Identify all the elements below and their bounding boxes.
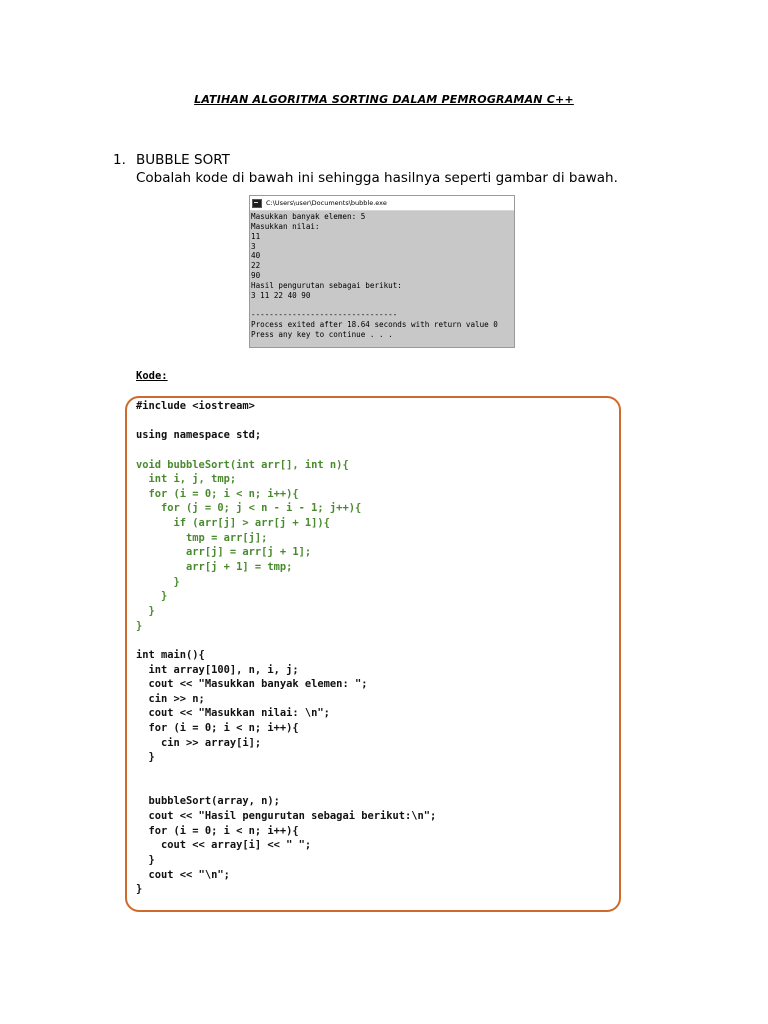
code-line: } bbox=[136, 751, 155, 764]
code-line: int array[100], n, i, j; bbox=[136, 663, 299, 676]
code-line: cin >> n; bbox=[136, 692, 205, 705]
console-output: Masukkan banyak elemen: 5 Masukkan nilai: 11 3 40 22 90 Hasil pengurutan sebagai berikut: 3 11 22 40 90 -------------------------------- Process exited after 18.64 seconds with return value 0 Press any key to continue . . . bbox=[251, 212, 498, 340]
code-line: arr[j] = arr[j + 1]; bbox=[136, 546, 312, 559]
code-line: } bbox=[136, 604, 155, 617]
code-line: int main(){ bbox=[136, 648, 205, 661]
code-line: using namespace std; bbox=[136, 429, 262, 442]
code-line: } bbox=[136, 619, 143, 632]
code-line: #include <iostream> bbox=[136, 400, 255, 412]
console-screenshot bbox=[249, 195, 515, 348]
code-line: cout << "Hasil pengurutan sebagai berikut:\n"; bbox=[136, 809, 437, 822]
code-listing bbox=[136, 399, 436, 897]
section-number: 1. bbox=[113, 152, 126, 168]
section-description: Cobalah kode di bawah ini sehingga hasilnya seperti gambar di bawah. bbox=[136, 170, 618, 186]
code-line: for (i = 0; i < n; i++){ bbox=[136, 722, 299, 735]
code-line: arr[j + 1] = tmp; bbox=[136, 561, 293, 574]
code-line: } bbox=[136, 883, 143, 896]
code-line: cout << "Masukkan banyak elemen: "; bbox=[136, 678, 368, 691]
code-line: } bbox=[136, 575, 180, 588]
code-line: void bubbleSort(int arr[], int n){ bbox=[136, 458, 349, 471]
console-title: C:\Users\user\Documents\bubble.exe bbox=[266, 199, 387, 207]
code-line bbox=[136, 633, 436, 648]
code-line bbox=[136, 443, 436, 458]
code-line: for (i = 0; i < n; i++){ bbox=[136, 487, 299, 500]
code-line: cin >> array[i]; bbox=[136, 736, 262, 749]
code-line: tmp = arr[j]; bbox=[136, 531, 268, 544]
code-line: bubbleSort(array, n); bbox=[136, 795, 280, 808]
code-line: cout << "\n"; bbox=[136, 868, 230, 881]
code-line: cout << array[i] << " "; bbox=[136, 839, 312, 852]
code-line: } bbox=[136, 590, 168, 603]
code-line bbox=[136, 780, 436, 795]
console-titlebar bbox=[250, 196, 514, 211]
code-line: int i, j, tmp; bbox=[136, 473, 237, 486]
console-window-icon bbox=[252, 199, 262, 208]
code-line bbox=[136, 414, 436, 429]
section-heading-text: BUBBLE SORT bbox=[136, 152, 230, 168]
code-line: for (i = 0; i < n; i++){ bbox=[136, 824, 299, 837]
code-line: for (j = 0; j < n - i - 1; j++){ bbox=[136, 502, 362, 515]
code-line: } bbox=[136, 853, 155, 866]
code-label: Kode: bbox=[136, 370, 168, 382]
code-line bbox=[136, 765, 436, 780]
code-line: if (arr[j] > arr[j + 1]){ bbox=[136, 517, 330, 530]
code-line: cout << "Masukkan nilai: \n"; bbox=[136, 707, 330, 720]
section-heading bbox=[113, 152, 230, 168]
page-title: LATIHAN ALGORITMA SORTING DALAM PEMROGRAMAN C++ bbox=[194, 93, 574, 106]
